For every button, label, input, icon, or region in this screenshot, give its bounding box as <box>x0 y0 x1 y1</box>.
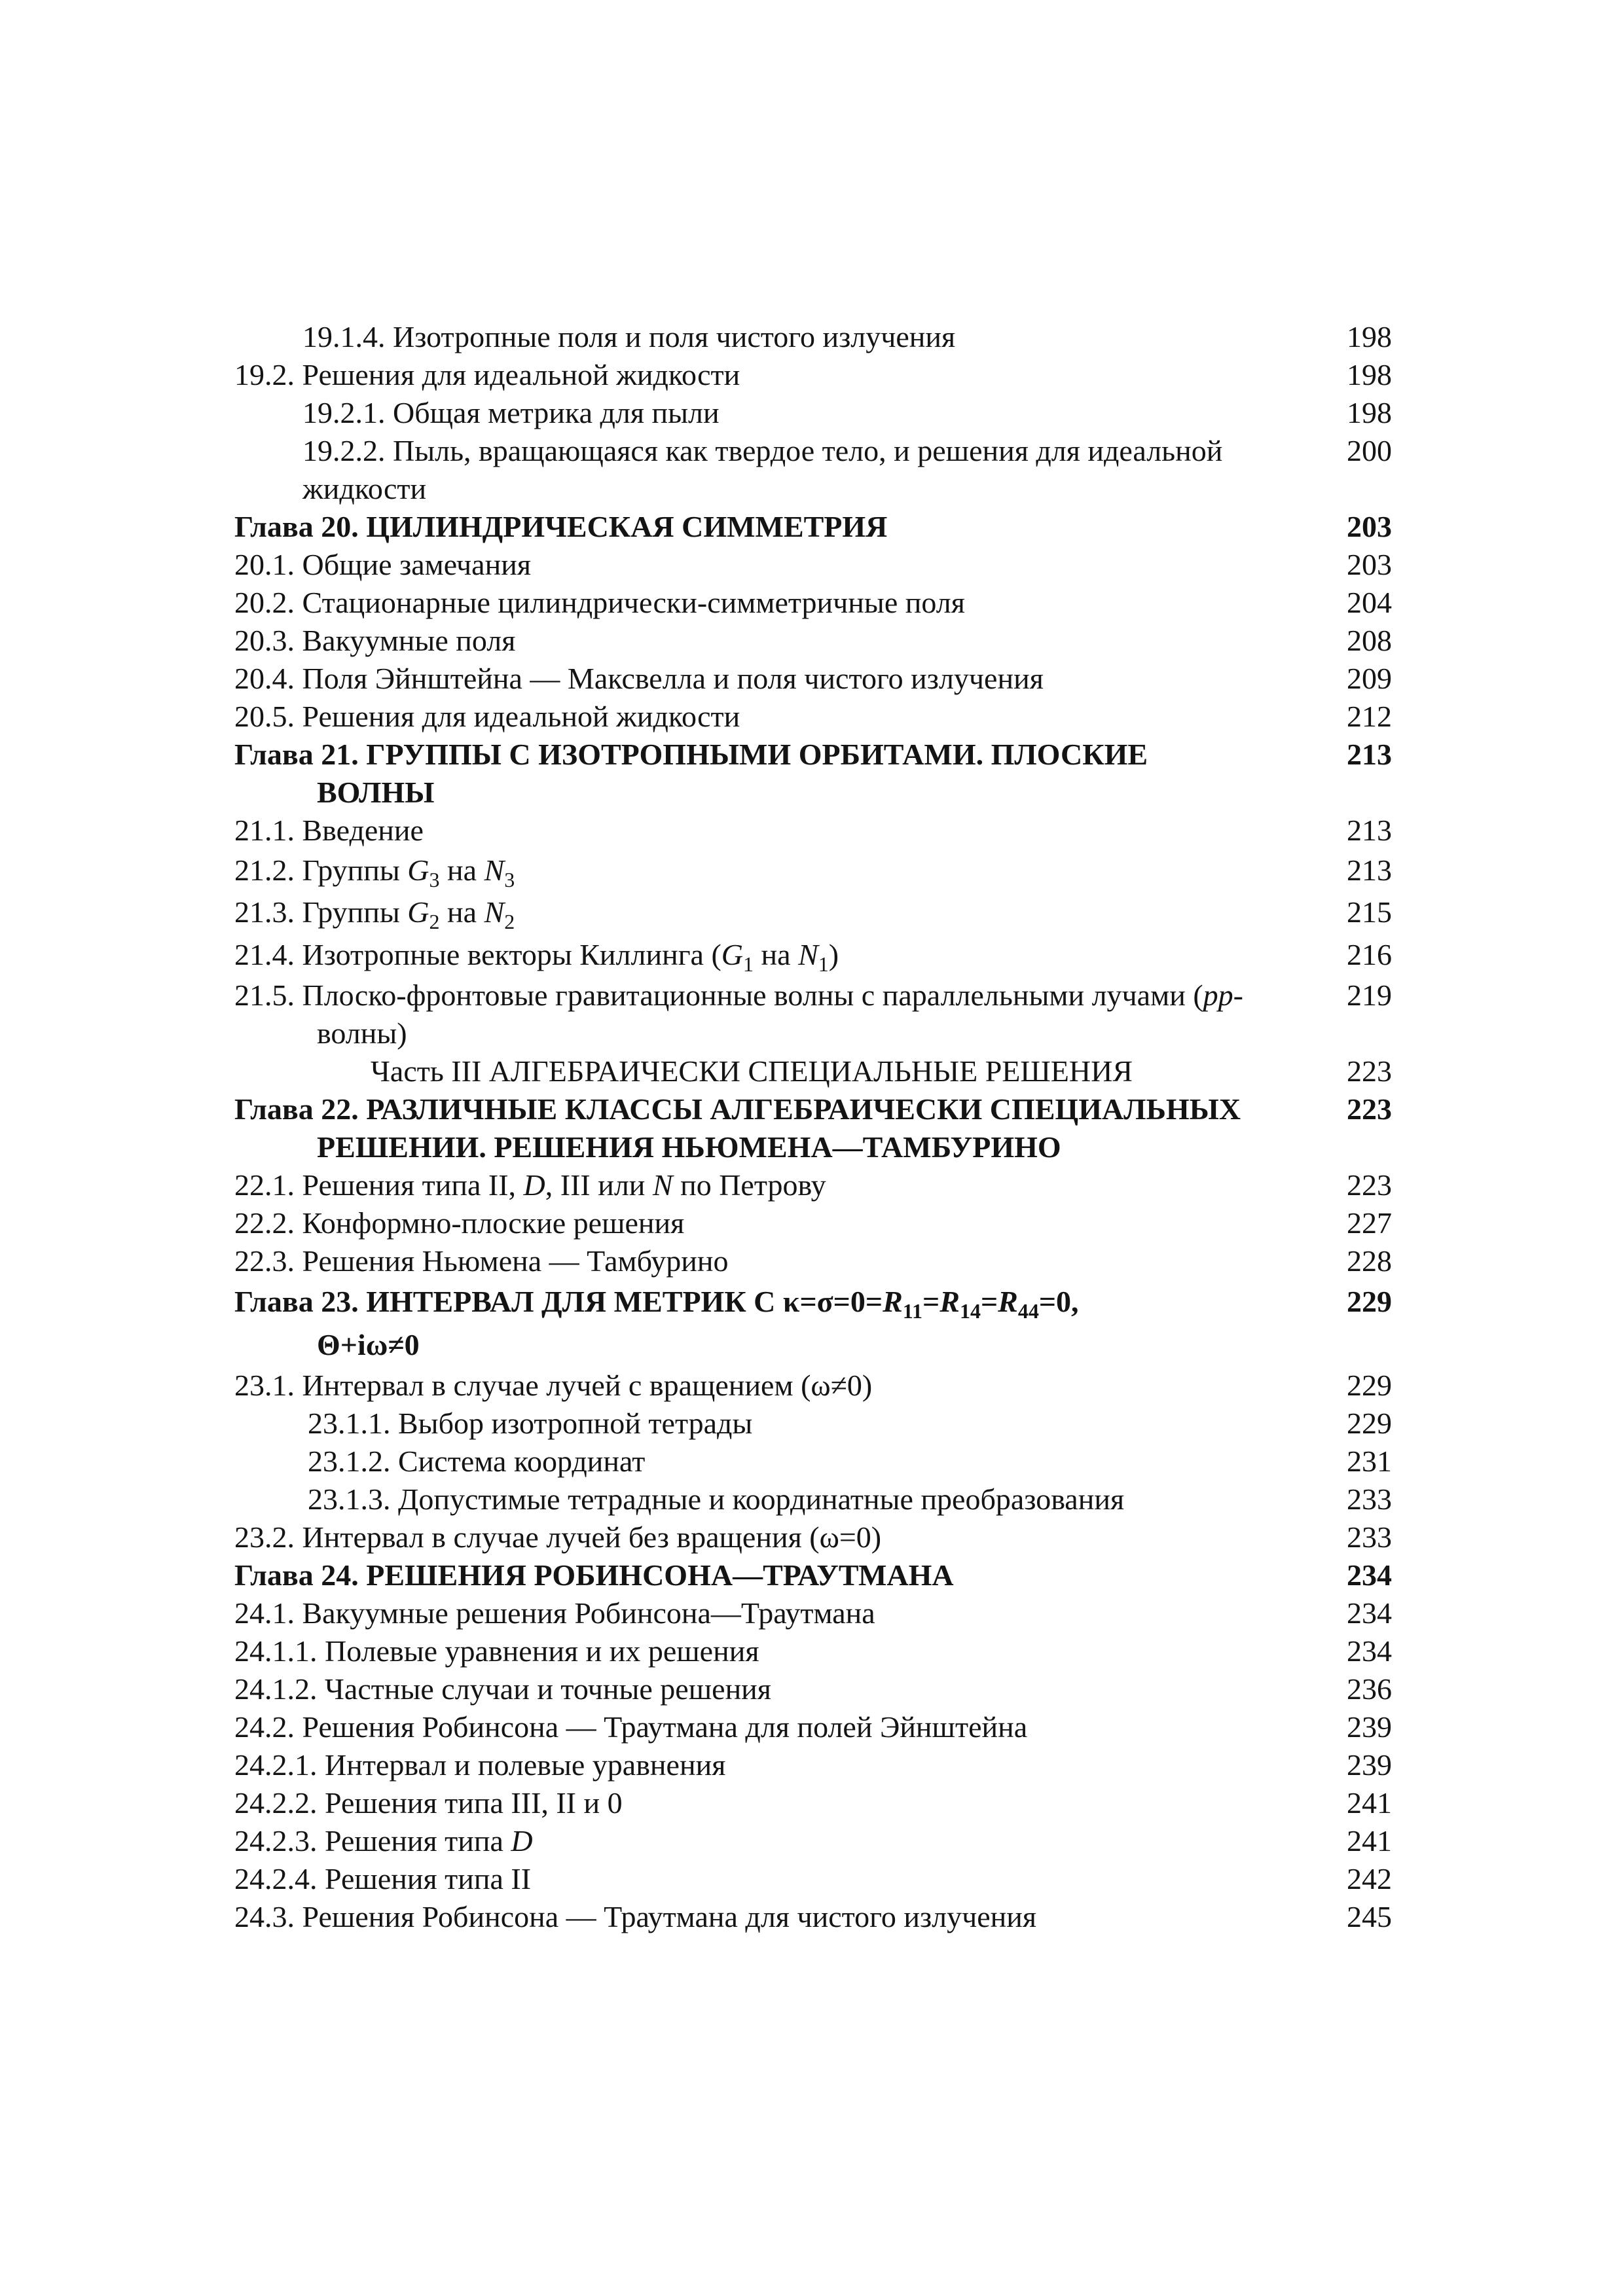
toc-entry-title: 24.2.2. Решения типа III, II и 0 <box>234 1786 623 1820</box>
toc-entry-title: 23.1.1. Выбор изотропной тетрады <box>308 1407 753 1440</box>
toc-entry-title: 22.1. Решения типа II, D, III или N по Петрову <box>234 1168 826 1202</box>
toc-entry-title: 21.1. Введение <box>234 814 424 847</box>
toc-entry <box>234 622 1392 660</box>
toc-entry <box>234 432 1392 508</box>
toc-entry-title: 19.1.4. Изотропные поля и поля чистого излучения <box>302 320 956 353</box>
toc-entry-title: 24.2.4. Решения типа II <box>234 1862 532 1895</box>
toc-chapter-title: Глава 24. РЕШЕНИЯ РОБИНСОНА—ТРАУТМАНА <box>234 1558 954 1592</box>
toc-chapter-title: Глава 21. ГРУППЫ С ИЗОТРОПНЫМИ ОРБИТАМИ. ПЛОСКИЕ ВОЛНЫ <box>234 738 1148 809</box>
toc-entry-title: 19.2. Решения для идеальной жидкости <box>234 358 740 391</box>
toc-chapter <box>234 736 1392 812</box>
toc-entry-title: 22.3. Решения Ньюмена — Тамбурино <box>234 1244 729 1278</box>
toc-entry-page: 213 <box>1347 853 1392 887</box>
toc-chapter-title: Глава 20. ЦИЛИНДРИЧЕСКАЯ СИММЕТРИЯ <box>234 510 888 543</box>
toc-entry <box>234 394 1392 432</box>
toc-entry-title: 21.4. Изотропные векторы Киллинга ($G_1$ на $N_1$) <box>234 938 839 976</box>
toc-entry-page: 228 <box>1347 1244 1392 1278</box>
toc-entry <box>234 1518 1392 1556</box>
toc-entry-title: 22.2. Конформно-плоские решения <box>234 1206 685 1240</box>
toc-entry-page: 208 <box>1347 624 1392 657</box>
toc-entry-title: 24.3. Решения Робинсона — Траутмана для чистого излучения <box>234 1900 1037 1933</box>
toc-chapter-page: 234 <box>1347 1558 1392 1592</box>
toc-entry-title: 23.1. Интервал в случае лучей с вращением (ω≠0) <box>234 1369 873 1402</box>
toc-entry-page: 242 <box>1347 1862 1392 1895</box>
toc-entry <box>234 977 1392 1052</box>
toc-chapter-page: 223 <box>1347 1092 1392 1126</box>
toc-chapter-title: Глава 23. ИНТЕРВАЛ ДЛЯ МЕТРИК С $\kappa=\sigma=0=R_{11}=R_{14}=R_{44}=0$, Θ+iω≠0 <box>234 1285 1079 1361</box>
toc-part-title: Часть III АЛГЕБРАИЧЕСКИ СПЕЦИАЛЬНЫЕ РЕШЕНИЯ <box>371 1054 1133 1088</box>
toc-entry-page: 223 <box>1347 1168 1392 1202</box>
toc-entry <box>234 891 1392 933</box>
toc-entry <box>234 1367 1392 1405</box>
toc-entry <box>234 1784 1392 1822</box>
toc-entry-page: 198 <box>1347 320 1392 353</box>
toc-entry-page: 234 <box>1347 1634 1392 1668</box>
toc-entry-title: 24.2.1. Интервал и полевые уравнения <box>234 1748 726 1782</box>
toc-entry-page: 231 <box>1347 1444 1392 1478</box>
toc-entry <box>234 1708 1392 1746</box>
toc-entry <box>234 318 1392 356</box>
toc-chapter-title: Глава 22. РАЗЛИЧНЫЕ КЛАССЫ АЛГЕБРАИЧЕСКИ СПЕЦИАЛЬНЫХ РЕШЕНИИ. РЕШЕНИЯ НЬЮМЕНА—ТАМБУРИНО <box>234 1092 1241 1164</box>
toc-entry-title: 24.1. Вакуумные решения Робинсона—Траутмана <box>234 1596 875 1630</box>
toc-entry <box>234 933 1392 977</box>
toc-entry-title: 23.1.3. Допустимые тетрадные и координатные преобразования <box>308 1482 1125 1516</box>
toc-entry-title: 24.1.1. Полевые уравнения и их решения <box>234 1634 759 1668</box>
toc-chapter-page: 203 <box>1347 510 1392 543</box>
toc-entry <box>234 1204 1392 1242</box>
toc-entry-title: 20.2. Стационарные цилиндрически-симметричные поля <box>234 586 965 619</box>
toc-entry-title: 24.1.2. Частные случаи и точные решения <box>234 1672 771 1706</box>
toc-entry-title: 24.2. Решения Робинсона — Траутмана для полей Эйнштейна <box>234 1710 1028 1744</box>
toc-entry <box>234 1898 1392 1936</box>
toc-entry <box>234 356 1392 394</box>
toc-entry-page: 236 <box>1347 1672 1392 1706</box>
toc-entry-page: 245 <box>1347 1900 1392 1933</box>
toc-chapter <box>234 1090 1392 1166</box>
toc-entry-page: 213 <box>1347 814 1392 847</box>
toc-entry-page: 203 <box>1347 548 1392 581</box>
toc-entry-page: 229 <box>1347 1407 1392 1440</box>
toc-entry-page: 227 <box>1347 1206 1392 1240</box>
toc-entry <box>234 584 1392 622</box>
toc-entry <box>234 1860 1392 1898</box>
toc-entry <box>234 1632 1392 1670</box>
toc-entry-title: 19.2.2. Пыль, вращающаяся как твердое тело, и решения для идеальной жидкости <box>302 434 1223 505</box>
toc-entry-title: 20.1. Общие замечания <box>234 548 531 581</box>
toc-entry-page: 198 <box>1347 396 1392 429</box>
toc-entry-page: 241 <box>1347 1824 1392 1857</box>
toc-entry-page: 212 <box>1347 700 1392 733</box>
toc-entry-title: 21.2. Группы $G_3$ на $N_3$ <box>234 853 515 891</box>
toc-part <box>234 1052 1392 1090</box>
toc-entry <box>234 1670 1392 1708</box>
toc-entry-page: 229 <box>1347 1369 1392 1402</box>
toc-entry-page: 239 <box>1347 1710 1392 1744</box>
toc-entry-page: 198 <box>1347 358 1392 391</box>
toc-entry-title: 23.2. Интервал в случае лучей без вращения (ω=0) <box>234 1520 882 1554</box>
toc-entry <box>234 1822 1392 1860</box>
toc-entry-title: 21.5. Плоско-фронтовые гравитационные волны с параллельными лучами (pp-волны) <box>234 978 1243 1050</box>
toc-chapter-page: 213 <box>1347 738 1392 771</box>
toc-entry-title: 20.5. Решения для идеальной жидкости <box>234 700 740 733</box>
toc-entry <box>234 1242 1392 1280</box>
toc-entry <box>234 850 1392 891</box>
toc-entry-page: 204 <box>1347 586 1392 619</box>
toc-entry <box>234 546 1392 584</box>
toc-entry-title: 23.1.2. Система координат <box>308 1444 646 1478</box>
toc-entry-page: 215 <box>1347 895 1392 929</box>
toc-chapter <box>234 508 1392 546</box>
toc-entry-page: 200 <box>1347 434 1392 467</box>
toc-entry-page: 241 <box>1347 1786 1392 1820</box>
toc-entry <box>234 1405 1392 1443</box>
toc-entry-page: 233 <box>1347 1482 1392 1516</box>
toc-entry <box>234 1443 1392 1480</box>
toc-part-page: 223 <box>1347 1054 1392 1088</box>
toc-entry <box>234 1480 1392 1518</box>
toc-entry-title: 20.3. Вакуумные поля <box>234 624 516 657</box>
toc-entry <box>234 660 1392 698</box>
toc-chapter-page: 229 <box>1347 1285 1392 1318</box>
toc-chapter <box>234 1280 1392 1367</box>
toc-entry <box>234 698 1392 736</box>
toc-entry <box>234 812 1392 850</box>
toc-entry <box>234 1746 1392 1784</box>
toc-entry-title: 21.3. Группы $G_2$ на $N_2$ <box>234 895 515 933</box>
toc-entry <box>234 1166 1392 1204</box>
toc-chapter <box>234 1556 1392 1594</box>
toc-entry-page: 209 <box>1347 662 1392 695</box>
toc-entry-title: 24.2.3. Решения типа D <box>234 1824 533 1857</box>
toc-entry <box>234 1594 1392 1632</box>
toc-entry-page: 216 <box>1347 938 1392 971</box>
toc-entry-page: 219 <box>1347 978 1392 1012</box>
toc-entry-title: 19.2.1. Общая метрика для пыли <box>302 396 720 429</box>
toc-entry-page: 234 <box>1347 1596 1392 1630</box>
toc-entry-title: 20.4. Поля Эйнштейна — Максвелла и поля чистого излучения <box>234 662 1044 695</box>
toc-entry-page: 233 <box>1347 1520 1392 1554</box>
table-of-contents <box>234 318 1392 1936</box>
toc-entry-page: 239 <box>1347 1748 1392 1782</box>
